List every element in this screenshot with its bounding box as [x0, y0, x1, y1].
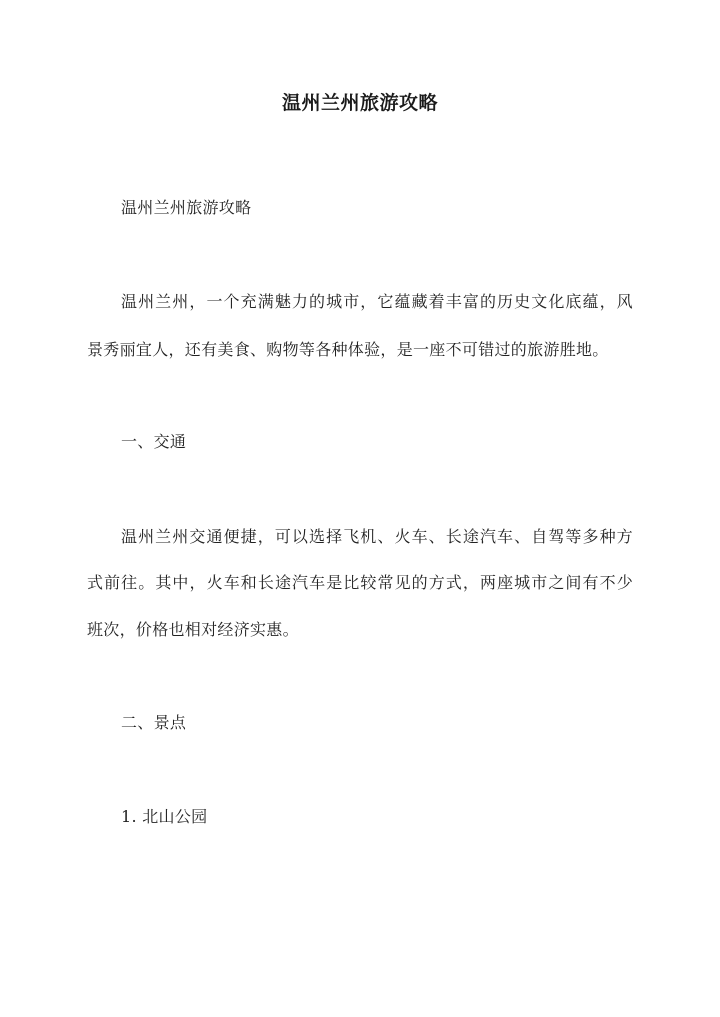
- intro-line-2: 景秀丽宜人，还有美食、购物等各种体验，是一座不可错过的旅游胜地。: [87, 340, 609, 359]
- document-subtitle: 温州兰州旅游攻略: [121, 198, 252, 217]
- intro-line-1: 温州兰州，一个充满魅力的城市，它蕴藏着丰富的历史文化底蕴，风: [121, 292, 633, 311]
- section-heading-attractions: 二、景点: [121, 713, 187, 732]
- document-title: 温州兰州旅游攻略: [281, 92, 438, 114]
- transport-line-1: 温州兰州交通便捷，可以选择飞机、火车、长途汽车、自驾等多种方: [121, 527, 633, 546]
- transport-line-2: 式前往。其中，火车和长途汽车是比较常见的方式，两座城市之间有不少: [87, 573, 633, 592]
- list-item-beishan-park: 1. 北山公园: [121, 807, 208, 826]
- transport-line-3: 班次，价格也相对经济实惠。: [87, 620, 299, 639]
- section-heading-transport: 一、交通: [121, 432, 187, 451]
